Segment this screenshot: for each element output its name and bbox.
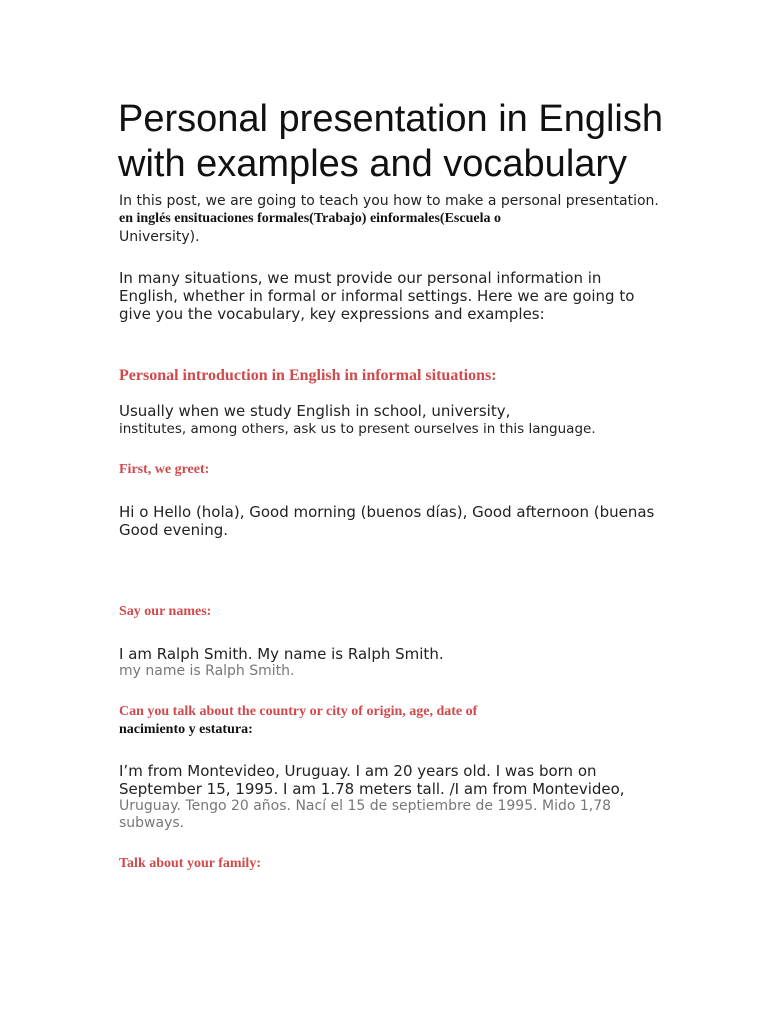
intro-line-3: University). — [119, 229, 200, 245]
section-heading-informal: Personal introduction in English in informal situations: — [119, 367, 497, 384]
greet-heading: First, we greet: — [119, 462, 210, 477]
origin-heading-line-2: nacimiento y estatura: — [119, 722, 253, 737]
origin-text-line-4: subways. — [119, 815, 185, 831]
origin-heading-line-1: Can you talk about the country or city of origin, age, date of — [119, 704, 478, 719]
intro-line-1: In this post, we are going to teach you how to make a personal presentation. — [119, 193, 659, 209]
intro-line-2: en inglés ensituaciones formales(Trabajo) einformales(Escuela o — [119, 211, 501, 226]
names-text-line-1: I am Ralph Smith. My name is Ralph Smith. — [119, 645, 444, 663]
family-heading: Talk about your family: — [119, 856, 261, 871]
para1-line-3: give you the vocabulary, key expressions and examples: — [119, 305, 545, 323]
origin-text-line-2: September 15, 1995. I am 1.78 meters tall. /I am from Montevideo, — [119, 780, 625, 798]
names-heading: Say our names: — [119, 604, 212, 619]
page-title-line-2: with examples and vocabulary — [118, 143, 628, 185]
para1-line-1: In many situations, we must provide our personal information in — [119, 269, 602, 287]
origin-text-line-1: I’m from Montevideo, Uruguay. I am 20 years old. I was born on — [119, 762, 597, 780]
page-title-line-1: Personal presentation in English — [118, 98, 664, 140]
names-text-line-2: my name is Ralph Smith. — [119, 663, 295, 679]
para2-line-1: Usually when we study English in school, university, — [119, 402, 511, 420]
greet-text-line-2: Good evening. — [119, 521, 229, 539]
para1-line-2: English, whether in formal or informal settings. Here we are going to — [119, 287, 635, 305]
greet-text-line-1: Hi o Hello (hola), Good morning (buenos días), Good afternoon (buenas — [119, 503, 655, 521]
para2-line-2: institutes, among others, ask us to present ourselves in this language. — [119, 421, 596, 437]
origin-text-line-3: Uruguay. Tengo 20 años. Nací el 15 de septiembre de 1995. Mido 1,78 — [119, 798, 612, 814]
